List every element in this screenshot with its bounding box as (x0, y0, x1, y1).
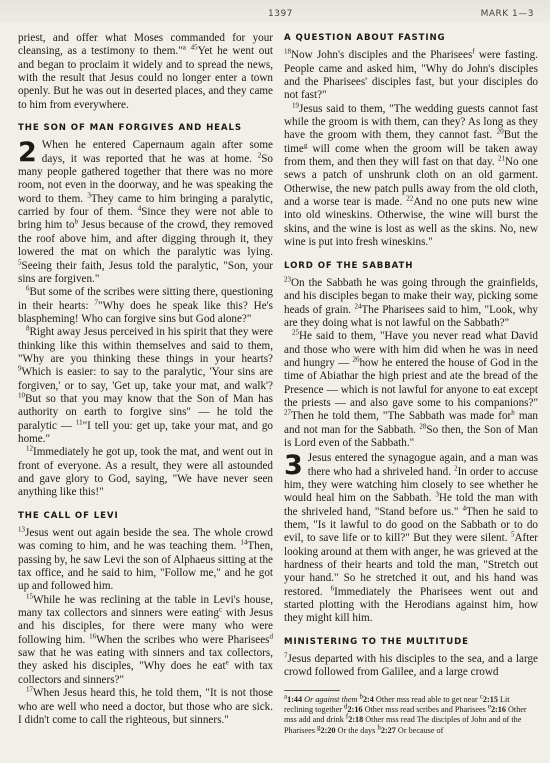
paragraph: $^{19}$Jesus said to them, "The wedding guests cannot fast while the groom is with them, can they? As long as they have the groom with them, they cannot fast. $^{20}$But the time$^g$ will come when the groom will be taken away from them, and then they will fast on that day. $^{21}$No one sews a patch of unshrunk cloth on an old garment. Otherwise, the new patch pulls away from the old cloth, and a worse tear is made. $^{22}$And no one puts new wine into old wineskins. Otherwise, the wine will burst the skins, and the wine is lost as well as the skins. No, new wine is put into fresh wineskins." (284, 101, 539, 249)
footnote-marker: b (74, 217, 79, 226)
section-heading: THE SON OF MAN FORGIVES AND HEALS (18, 123, 242, 134)
section-heading: LORD OF THE SABBATH (284, 260, 414, 271)
right-column (284, 32, 538, 736)
section-heading: A QUESTION ABOUT FASTING (284, 33, 446, 43)
page-header (0, 0, 550, 22)
paragraph: $^6$But some of the scribes were sitting there, questioning in their hearts: $^7$"Why does he speak like this? He's blaspheming! Who can forgive sins but God alone?" (18, 284, 273, 325)
left-column (18, 32, 273, 727)
section-heading: MINISTERING TO THE MULTITUDE (284, 636, 469, 647)
paragraph: $^{13}$Jesus went out again beside the sea. The whole crowd was coming to him, and he was teaching them. $^{14}$Then, passing by, he saw Levi the son of Alphaeus sitting at the tax office, and he said to him, "Follow me," and he got up and followed him. (18, 525, 273, 593)
footnote-marker: a (182, 43, 186, 52)
paragraph: $^{18}$Now John's disciples and the Pharisees$^f$ were fasting. People came and asked him, "Why do John's disciples and the Pharisees' disciples fast, but your disciples do not fast?" (284, 47, 538, 102)
chapter-reference: MARK 1—3 (480, 9, 534, 19)
paragraph: $^{23}$On the Sabbath he was going through the grainfields, and his disciples began to make their way, picking some heads of grain. $^{24}$The Pharisees said to him, "Look, why are they doing what is not lawful on the Sabbath?" (284, 275, 538, 329)
paragraph: $^{12}$Immediately he got up, took the mat, and went out in front of everyone. As a result, they were all astounded and gave glory to God, saying, "We have never seen anything like this!" (18, 444, 273, 499)
footnotes: $^a$1:44 Or against them $^b$2:4 Other mss read able to get near $^c$2:15 Lit reclining together $^d$2:16 Other mss read scribes and Pharisees $^e$2:16 Other mss add and drink $^f$2:18 Other mss read The disciples of John and of the Pharisees $^g$2:20 Or the days $^h$2:27 Or because of (284, 692, 527, 735)
paragraph: 2 When he entered Capernaum again after some days, it was reported that he was at home. $^2$So many people gathered together that there was no more room, not even in the doorway, and he was speaking the word to them. $^3$They came to him bringing a paralytic, carried by four of them. $^4$Since they were not able to bring him $to^b$ Jesus because of the crowd, they removed the roof above him, and after digging through it, they lowered the mat on which the paralytic was lying. $^5$Seeing their faith, Jesus told the paralytic, "Son, your sins are forgiven." (18, 137, 273, 285)
paragraph: 3 Jesus entered the synagogue again, and a man was there who had a shriveled hand. $^2$In order to accuse him, they were watching him closely to see whether he would heal him on the Sabbath. $^3$He told the man with the shriveled hand, "Stand before us." $^4$Then he said to them, "Is it lawful to do good on the Sabbath or to do evil, to save life or to kill?" But they were silent. $^5$After looking around at them with anger, he was grieved at the hardness of their hearts and told the man, "Stretch out your hand." So he stretched it out, and his hand was restored. $^6$Immediately the Pharisees went out and started plotting with the Herodians against him, how they might kill him. (284, 450, 538, 625)
footnote-divider (284, 690, 340, 691)
section-heading: THE CALL OF LEVI (18, 510, 119, 521)
paragraph: $^{17}$When Jesus heard this, he told them, "It is not those who are well who need a doctor, but those who are sick. I didn't come to call the righteous, but sinners." (18, 685, 273, 726)
chapter-number: 3 (284, 450, 303, 482)
paragraph: $^{25}$He said to them, "Have you never read what David and those who were with him did when he was in need and hungry — $^{26}$how he entered the house of God in the time of Abiathar the high priest and ate the bread of the Presence — which is not lawful for anyone to eat except the priests — and also gave some to his companions?" $^{27}$Then he told them, "The Sabbath was made for$^h$ man and not man for the Sabbath. $^{28}$So then, the Son of Man is Lord even of the Sabbath." (284, 328, 538, 449)
chapter-number: 2 (18, 137, 37, 169)
verse-number: 45 (190, 43, 198, 52)
paragraph: priest, and offer what Moses commanded for your cleansing, as a testimony to them."$^a$ $^{45}$Yet he went out and began to proclaim it widely and to spread the news, with the result that Jesus could no longer enter a town openly. But he was out in deserted places, and they came to him from everywhere. (18, 32, 274, 111)
paragraph: $^7$Jesus departed with his disciples to the sea, and a large crowd followed from Galilee, and a large crowd (284, 651, 538, 679)
paragraph: $^{15}$While he was reclining at the table in Levi's house, many tax collectors and sinners were eating$^c$ with Jesus and his disciples, for there were many who were following him. $^{16}$When the scribes who were Pharisees$^d$ saw that he was eating with sinners and tax collectors, they asked his disciples, "Why does he eat$^e$ with tax collectors and sinners?" (18, 592, 273, 686)
page-number: 1397 (268, 9, 293, 19)
paragraph: $^8$Right away Jesus perceived in his spirit that they were thinking like this within themselves and said to them, "Why are you thinking these things in your hearts?$^9$Which is easier: to say to the paralytic, 'Your sins are forgiven,' or to say, 'Get up, take your mat, and walk'? $^{10}$But so that you may know that the Son of Man has authority on earth to forgive sins" — he told the paralytic — $^{11}$"I tell you: get up, take your mat, and go home." (18, 324, 273, 445)
